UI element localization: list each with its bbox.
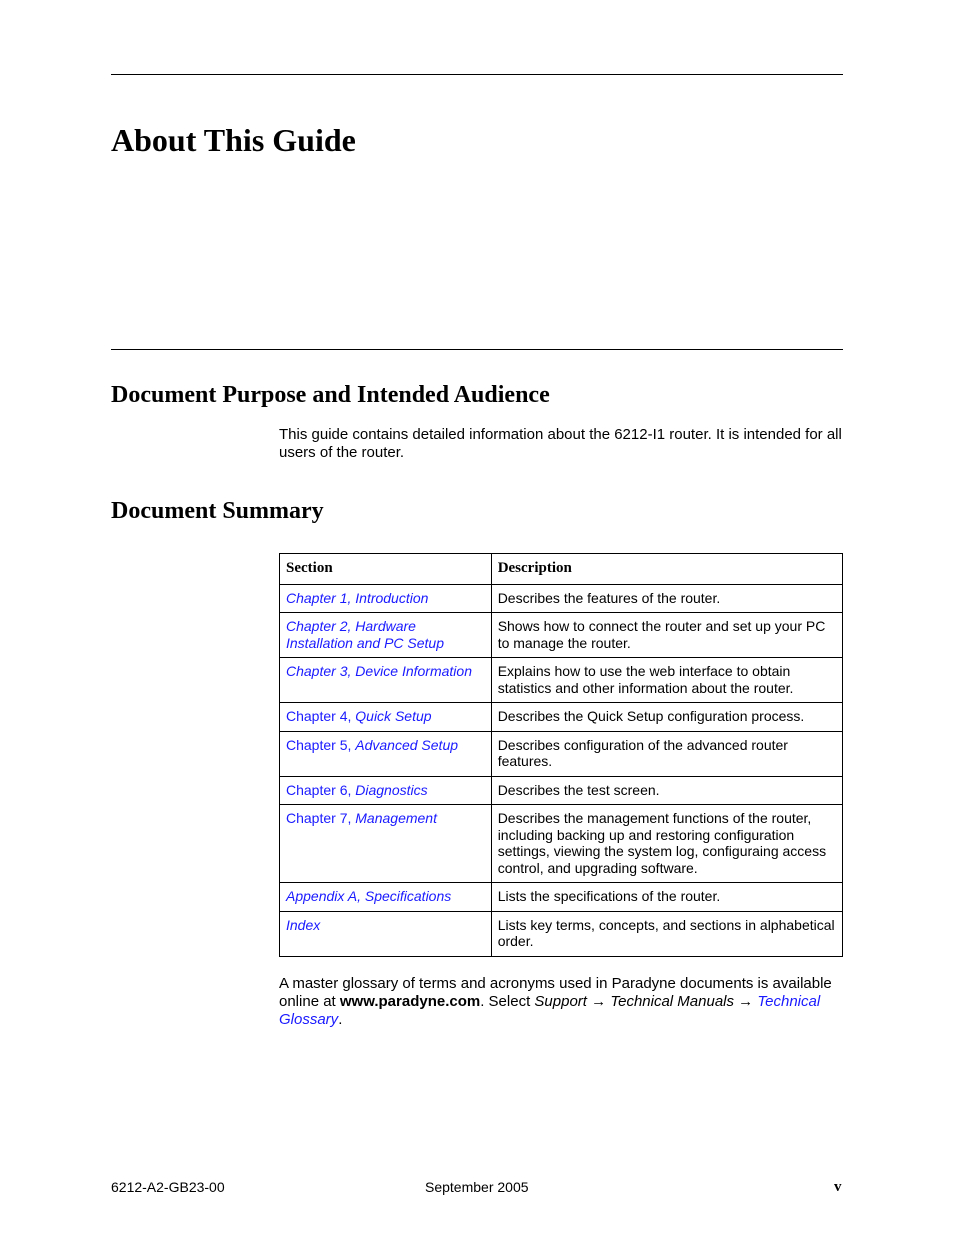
period-text: . — [338, 1011, 343, 1028]
select-text: . Select — [480, 993, 535, 1010]
section-cell — [280, 883, 492, 912]
page-title: About This Guide — [111, 122, 356, 158]
chapter-1-link[interactable]: Chapter 1, Introduction — [286, 589, 429, 606]
appendix-a-link[interactable]: Appendix A, Specifications — [286, 888, 452, 904]
table-row — [280, 883, 843, 912]
section-cell — [280, 731, 492, 776]
table-row — [280, 584, 843, 613]
section-rule — [111, 349, 843, 350]
chapter-2-link[interactable]: Chapter 2, Hardware Installation and PC Setup — [286, 618, 444, 651]
description-cell: Describes the test screen. — [491, 776, 842, 805]
chapter-5-prefix[interactable]: Chapter 5, — [286, 736, 356, 753]
table-row — [280, 703, 843, 732]
chapter-4-prefix[interactable]: Chapter 4, — [286, 708, 356, 724]
chapter-6-prefix[interactable]: Chapter 6, — [286, 781, 356, 798]
table-row — [280, 731, 843, 776]
description-cell: Shows how to connect the router and set up your PC to manage the router. — [491, 613, 842, 658]
website-text: www.paradyne.com — [339, 993, 481, 1010]
column-header-section: Section — [280, 554, 492, 585]
chapter-7-prefix[interactable]: Chapter 7, — [286, 810, 356, 826]
table-row — [280, 776, 843, 805]
description-cell: Describes the Quick Setup configuration process. — [491, 703, 842, 732]
section-cell — [280, 658, 492, 703]
section-cell — [280, 776, 492, 805]
glossary-paragraph — [279, 975, 843, 1029]
purpose-heading: Document Purpose and Intended Audience — [111, 382, 550, 408]
description-cell: Describes configuration of the advanced router features. — [491, 731, 842, 776]
purpose-body: This guide contains detailed information about the 6212-I1 router. It is intended for all users of the router. — [279, 426, 842, 461]
description-cell: Describes the management functions of the router, including backing up and restoring configuration settings, viewing the system log, configuraing access control, and upgrading software. — [491, 805, 842, 883]
chapter-3-link[interactable]: Chapter 3, Device Information — [286, 663, 472, 679]
glossary-text: A master glossary of terms and acronyms used in Paradyne documents is available online at — [279, 975, 832, 1010]
table-row — [280, 911, 843, 956]
document-summary-table — [279, 553, 843, 957]
footer-page-number: v — [834, 1179, 842, 1195]
chapter-7-link[interactable]: Management — [355, 810, 437, 826]
arrow-icon: → — [591, 993, 607, 1010]
section-cell — [280, 703, 492, 732]
index-link[interactable]: Index — [286, 916, 321, 933]
menu-support: Support — [534, 993, 587, 1010]
section-cell — [280, 805, 492, 883]
section-cell — [280, 584, 492, 613]
table-row — [280, 658, 843, 703]
footer-doc-number: 6212-A2-GB23-00 — [111, 1179, 225, 1195]
description-cell: Describes the features of the router. — [491, 584, 842, 613]
description-cell: Explains how to use the web interface to obtain statistics and other information about the router. — [491, 658, 842, 703]
arrow-icon: → — [738, 993, 754, 1010]
menu-technical-manuals: Technical Manuals — [610, 993, 734, 1010]
footer-date: September 2005 — [425, 1179, 529, 1195]
section-cell — [280, 911, 492, 956]
table-row — [280, 613, 843, 658]
chapter-6-link[interactable]: Diagnostics — [355, 781, 428, 798]
table-row — [280, 805, 843, 883]
column-header-description: Description — [491, 554, 842, 585]
section-cell — [280, 613, 492, 658]
description-cell: Lists the specifications of the router. — [491, 883, 842, 912]
summary-heading: Document Summary — [111, 498, 324, 524]
table-header-row — [280, 554, 843, 585]
chapter-5-link[interactable]: Advanced Setup — [355, 736, 459, 753]
chapter-4-link[interactable]: Quick Setup — [355, 708, 432, 724]
top-rule — [111, 74, 843, 75]
technical-glossary-link[interactable]: Technical Glossary — [279, 993, 821, 1028]
description-cell: Lists key terms, concepts, and sections in alphabetical order. — [491, 911, 842, 956]
